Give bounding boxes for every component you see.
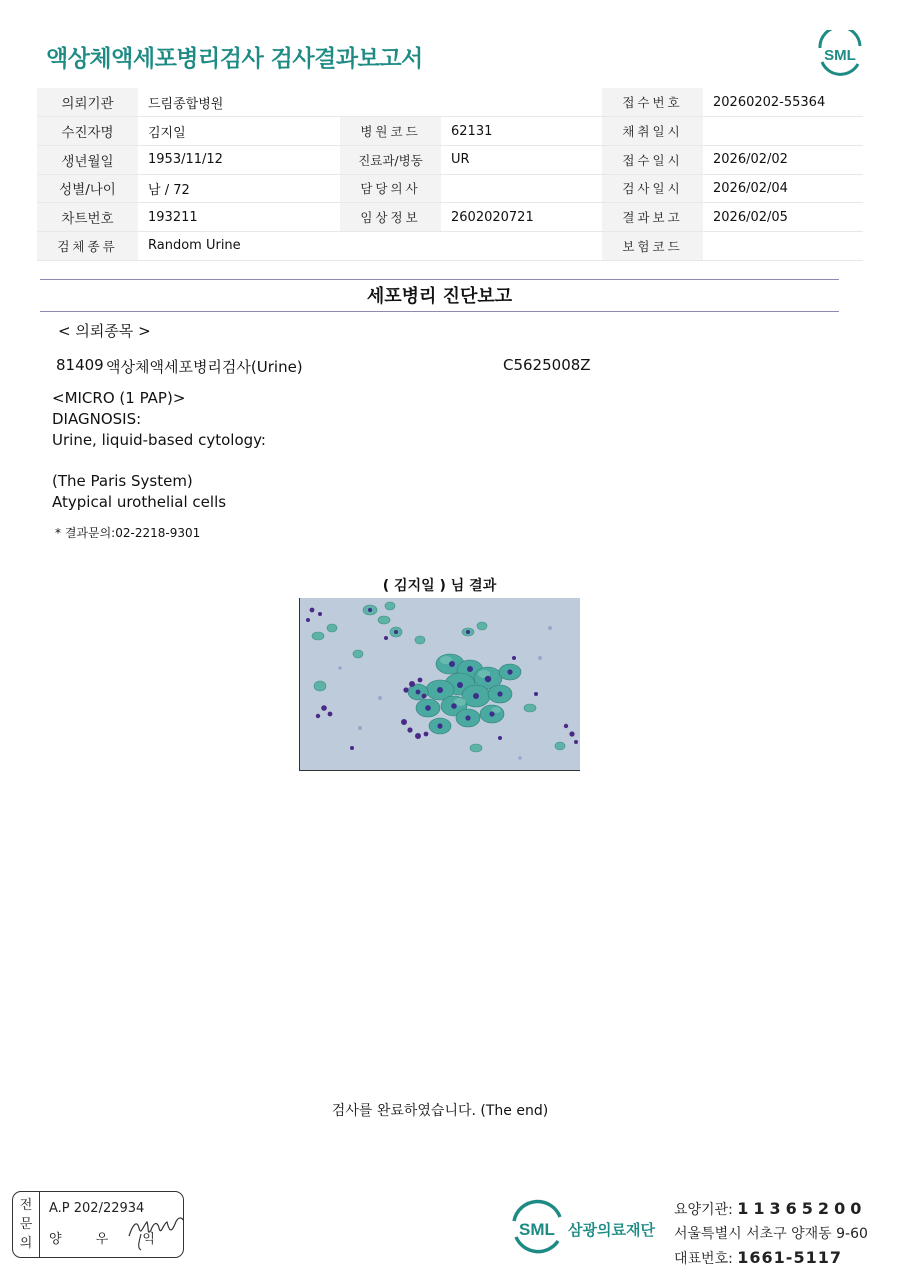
report-line: Urine, liquid-based cytology: — [52, 430, 266, 449]
patient-name-value: 김지일 — [138, 117, 340, 146]
signature-icon — [125, 1206, 184, 1252]
insurance-code-label: 보험코드 — [602, 231, 703, 260]
institution-label: 요양기관: — [674, 1202, 738, 1218]
order-code: 81409 — [56, 356, 104, 374]
footer-info — [674, 1197, 868, 1271]
requesting-institution-value: 드림종합병원 — [138, 88, 602, 117]
order-id: C5625008Z — [503, 356, 591, 374]
receipt-date-value: 2026/02/02 — [703, 145, 863, 174]
result-inquiry: * 결과문의:02-2218-9301 — [55, 526, 201, 540]
cytology-micrograph — [299, 598, 580, 771]
report-date-value: 2026/02/05 — [703, 203, 863, 232]
receipt-number-label: 접수번호 — [602, 88, 703, 117]
report-title: 액상체액세포병리검사 검사결과보고서 — [46, 46, 423, 72]
table-row — [37, 231, 863, 260]
exam-date-value: 2026/02/04 — [703, 174, 863, 203]
foundation-name: 삼광의료재단 — [568, 1221, 655, 1239]
requesting-institution-label: 의뢰기관 — [37, 88, 138, 117]
birth-date-label: 생년월일 — [37, 145, 138, 174]
sex-age-value: 남 / 72 — [138, 174, 340, 203]
report-line: <MICRO (1 PAP)> — [52, 389, 186, 407]
specimen-type-label: 검체종류 — [37, 231, 138, 260]
footer-phone-line — [674, 1246, 868, 1271]
report-line: Atypical urothelial cells — [52, 492, 227, 511]
section-rule-top — [40, 279, 839, 280]
sml-footer-logo-text: SML — [519, 1220, 555, 1239]
report-line: (The Paris System) — [52, 472, 193, 491]
collection-date-value — [703, 117, 863, 146]
image-caption: ( 김지일 ) 님 결과 — [382, 578, 497, 594]
chart-number-value: 193211 — [138, 203, 340, 232]
sml-footer-logo — [508, 1199, 566, 1256]
footer-institution-line — [674, 1197, 868, 1222]
end-message — [0, 1100, 900, 1120]
sml-logo — [814, 30, 866, 76]
clinical-info-value: 2602020721 — [441, 203, 602, 232]
receipt-date-label: 접수일시 — [602, 145, 703, 174]
stamp-side-char: 문 — [19, 1217, 33, 1232]
phone-label: 대표번호: — [674, 1251, 738, 1267]
hospital-code-label: 병원코드 — [340, 117, 441, 146]
collection-date-label: 채취일시 — [602, 117, 703, 146]
receipt-number-value: 20260202-55364 — [703, 88, 863, 117]
section-title: 세포병리 진단보고 — [366, 286, 513, 307]
diagnosis-report — [52, 388, 266, 513]
stamp-side — [13, 1192, 40, 1257]
sml-logo-text: SML — [824, 47, 856, 64]
department-value: UR — [441, 145, 602, 174]
table-row — [37, 203, 863, 232]
table-row — [37, 88, 863, 117]
patient-info-table — [37, 88, 863, 261]
specimen-type-value: Random Urine — [138, 231, 602, 260]
footer-address: 서울특별시 서초구 양재동 9-60 — [674, 1226, 868, 1242]
stamp-side-char: 의 — [19, 1236, 33, 1251]
stamp-code: A.P 202/22934 — [49, 1201, 145, 1216]
stamp-name: 양 우 익 — [49, 1232, 170, 1247]
specialist-stamp — [12, 1191, 184, 1258]
order-name: 액상체액세포병리검사(Urine) — [106, 358, 303, 376]
report-line — [52, 450, 266, 471]
insurance-code-value — [703, 231, 863, 260]
hospital-code-value: 62131 — [441, 117, 602, 146]
institution-number: 11365200 — [737, 1199, 867, 1218]
stamp-side-char: 전 — [19, 1198, 33, 1213]
birth-date-value: 1953/11/12 — [138, 145, 340, 174]
physician-label: 담당의사 — [340, 174, 441, 203]
patient-name-label: 수진자명 — [37, 117, 138, 146]
chart-number-label: 차트번호 — [37, 203, 138, 232]
order-heading: < 의뢰종목 > — [58, 322, 151, 340]
report-date-label: 결과보고 — [602, 203, 703, 232]
table-row — [37, 174, 863, 203]
phone-number: 1661-5117 — [737, 1248, 842, 1267]
table-row — [37, 117, 863, 146]
section-rule-bottom — [40, 311, 839, 312]
table-row — [37, 145, 863, 174]
sex-age-label: 성별/나이 — [37, 174, 138, 203]
exam-date-label: 검사일시 — [602, 174, 703, 203]
report-line: DIAGNOSIS: — [52, 409, 142, 428]
department-label: 진료과/병동 — [340, 145, 441, 174]
physician-value — [441, 174, 602, 203]
clinical-info-label: 임상정보 — [340, 203, 441, 232]
end-message-text: 검사를 완료하였습니다. (The end) — [331, 1103, 549, 1119]
